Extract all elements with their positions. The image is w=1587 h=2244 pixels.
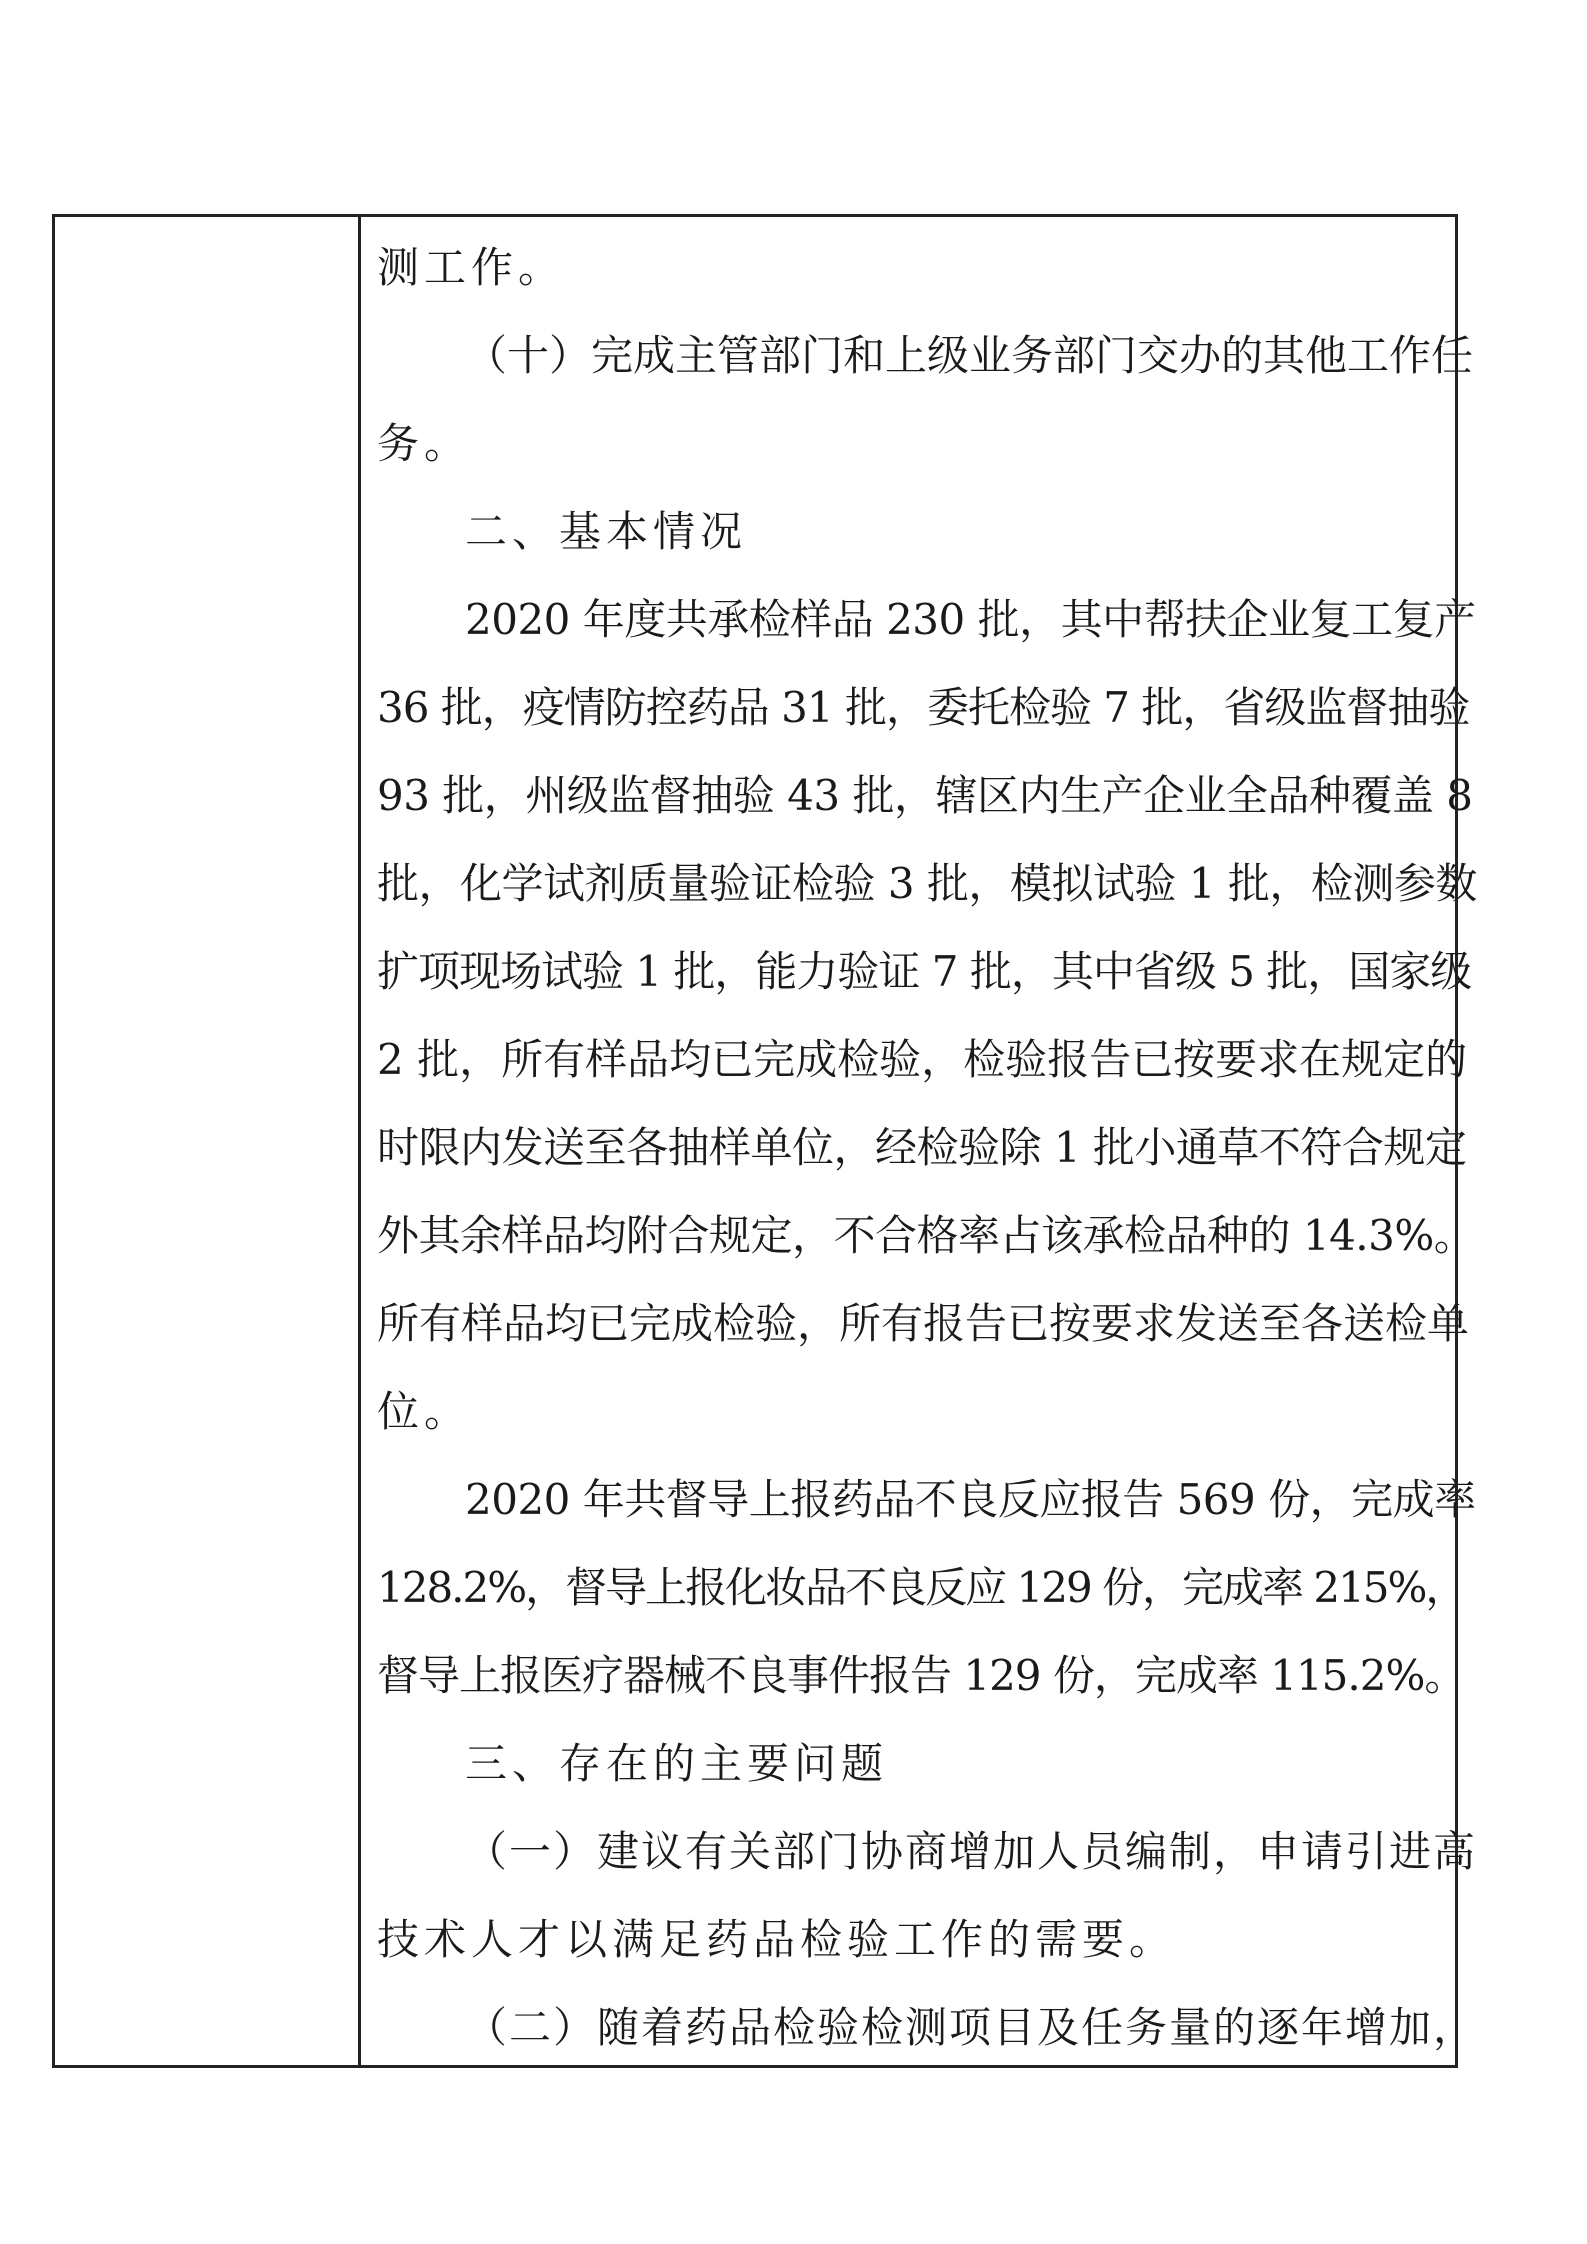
column-divider: [358, 214, 361, 2068]
section-heading: 二、基本情况: [465, 507, 748, 556]
text-line: 外其余样品均附合规定，不合格率占该承检品种的 14.3%。: [377, 1211, 1476, 1260]
document-body: [377, 224, 1479, 2072]
text-line: （一）建议有关部门协商增加人员编制，申请引进高: [465, 1827, 1478, 1876]
text-line: 时限内发送至各抽样单位，经检验除 1 批小通草不符合规定: [377, 1123, 1467, 1172]
text-line: 所有样品均已完成检验，所有报告已按要求发送至各送检单: [377, 1299, 1470, 1348]
text-line: 2020 年度共承检样品 230 批，其中帮扶企业复工复产: [465, 595, 1476, 644]
text-line: 2020 年共督导上报药品不良反应报告 569 份，完成率: [465, 1475, 1476, 1524]
text-line: 技术人才以满足药品检验工作的需要。: [377, 1915, 1177, 1964]
text-line: 36 批，疫情防控药品 31 批，委托检验 7 批，省级监督抽验: [377, 683, 1470, 732]
text-line: 位。: [377, 1387, 472, 1436]
text-line: 批，化学试剂质量验证检验 3 批，模拟试验 1 批，检测参数: [377, 859, 1477, 908]
text-line: 2 批，所有样品均已完成检验，检验报告已按要求在规定的: [377, 1035, 1468, 1084]
text-line: （十）完成主管部门和上级业务部门交办的其他工作任: [465, 331, 1474, 380]
text-line: 扩项现场试验 1 批，能力验证 7 批，其中省级 5 批，国家级: [377, 947, 1472, 996]
text-line: 93 批，州级监督抽验 43 批，辖区内生产企业全品种覆盖 8: [377, 771, 1473, 820]
text-line: 务。: [377, 419, 472, 468]
text-line: 128.2%，督导上报化妆品不良反应 129 份，完成率 215%，: [377, 1563, 1466, 1612]
section-heading: 三、存在的主要问题: [465, 1739, 889, 1788]
text-line: 督导上报医疗器械不良事件报告 129 份，完成率 115.2%。: [377, 1651, 1466, 1700]
text-line: （二）随着药品检验检测项目及任务量的逐年增加，: [465, 2003, 1478, 2052]
text-line: 测工作。: [377, 243, 566, 292]
